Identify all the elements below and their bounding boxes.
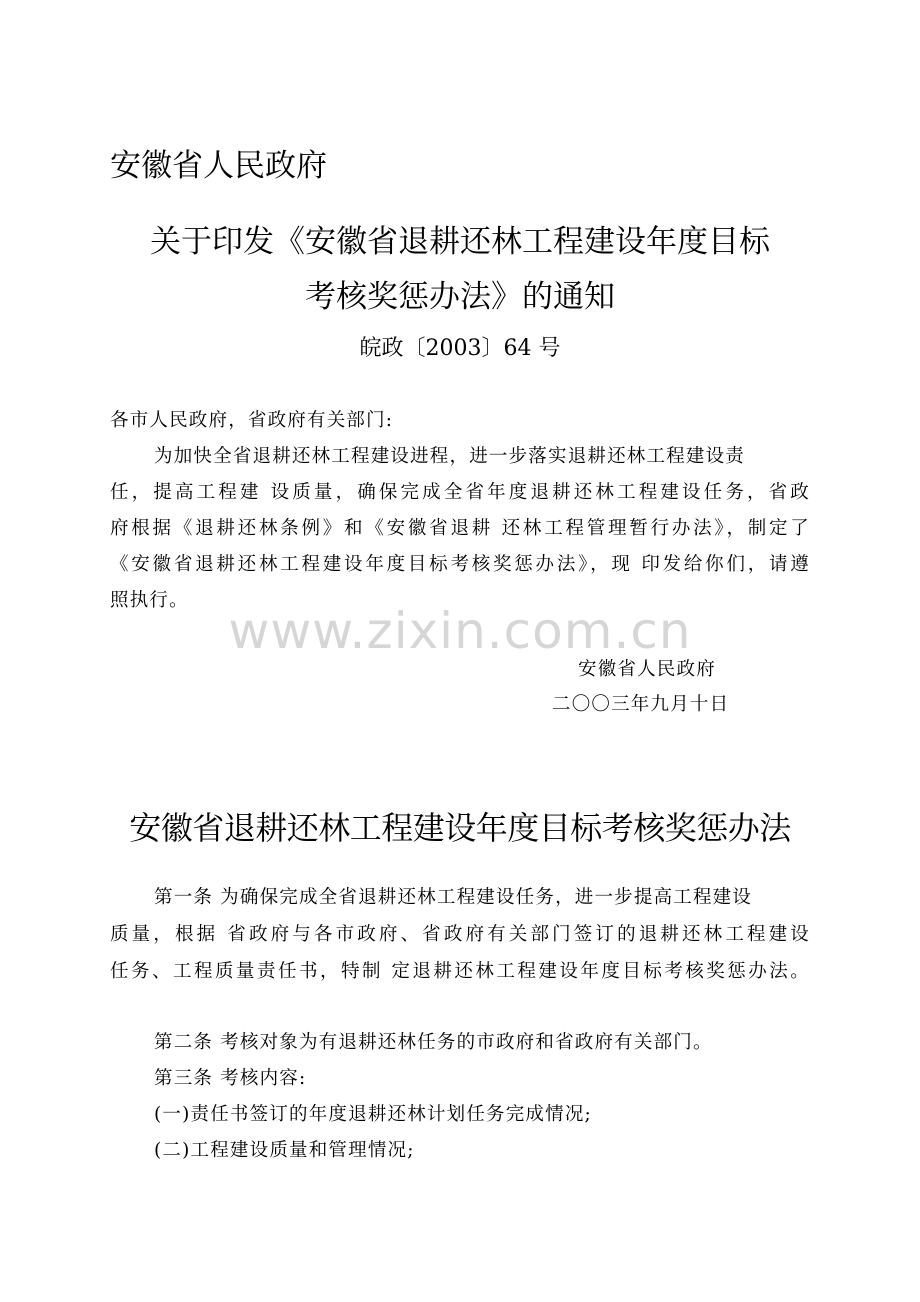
issuer-heading: 安徽省人民政府 [110,148,327,184]
notice-title-line-2: 考核奖惩办法》的通知 [305,279,615,315]
notice-body-line-1: 为加快全省退耕还林工程建设进程，进一步落实退耕还林工程建设责 [154,446,746,467]
notice-body-line-3: 府根据《退耕还林条例》和《安徽省退耕 还林工程管理暂行办法》，制定了 [110,518,810,539]
article-1-line-2: 质量，根据 省政府与各市政府、省政府有关部门签订的退耕还林工程建设 [110,924,810,945]
article-2: 第二条 考核对象为有退耕还林任务的市政府和省政府有关部门。 [154,1032,713,1053]
article-3: 第三条 考核内容: [154,1068,307,1089]
article-1-line-1: 第一条 为确保完成全省退耕还林工程建设任务，进一步提高工程建设 [154,887,753,908]
notice-body-line-5: 照执行。 [110,590,189,611]
signature-date: 二〇〇三年九月十日 [552,694,730,715]
watermark: www.zixin.com.cn [228,602,692,660]
notice-title-line-1: 关于印发《安徽省退耕还林工程建设年度目标 [150,224,770,260]
article-1-line-3: 任务、工程质量责任书，特制 定退耕还林工程建设年度目标考核奖惩办法。 [110,961,810,982]
article-3-item-2: (二)工程建设质量和管理情况; [154,1140,415,1161]
article-3-item-1: (一)责任书签订的年度退耕还林计划任务完成情况; [154,1104,592,1125]
measures-title: 安徽省退耕还林工程建设年度目标考核奖惩办法 [129,809,791,847]
signature-org: 安徽省人民政府 [578,659,716,680]
salutation: 各市人民政府，省政府有关部门: [110,410,394,431]
notice-body-line-2: 任，提高工程建 设质量，确保完成全省年度退耕还林工程建设任务，省政 [110,482,810,503]
document-number: 皖政〔2003〕64 号 [359,336,561,361]
notice-body-line-4: 《安徽省退耕还林工程建设年度目标考核奖惩办法》，现 印发给你们，请遵 [110,554,810,575]
